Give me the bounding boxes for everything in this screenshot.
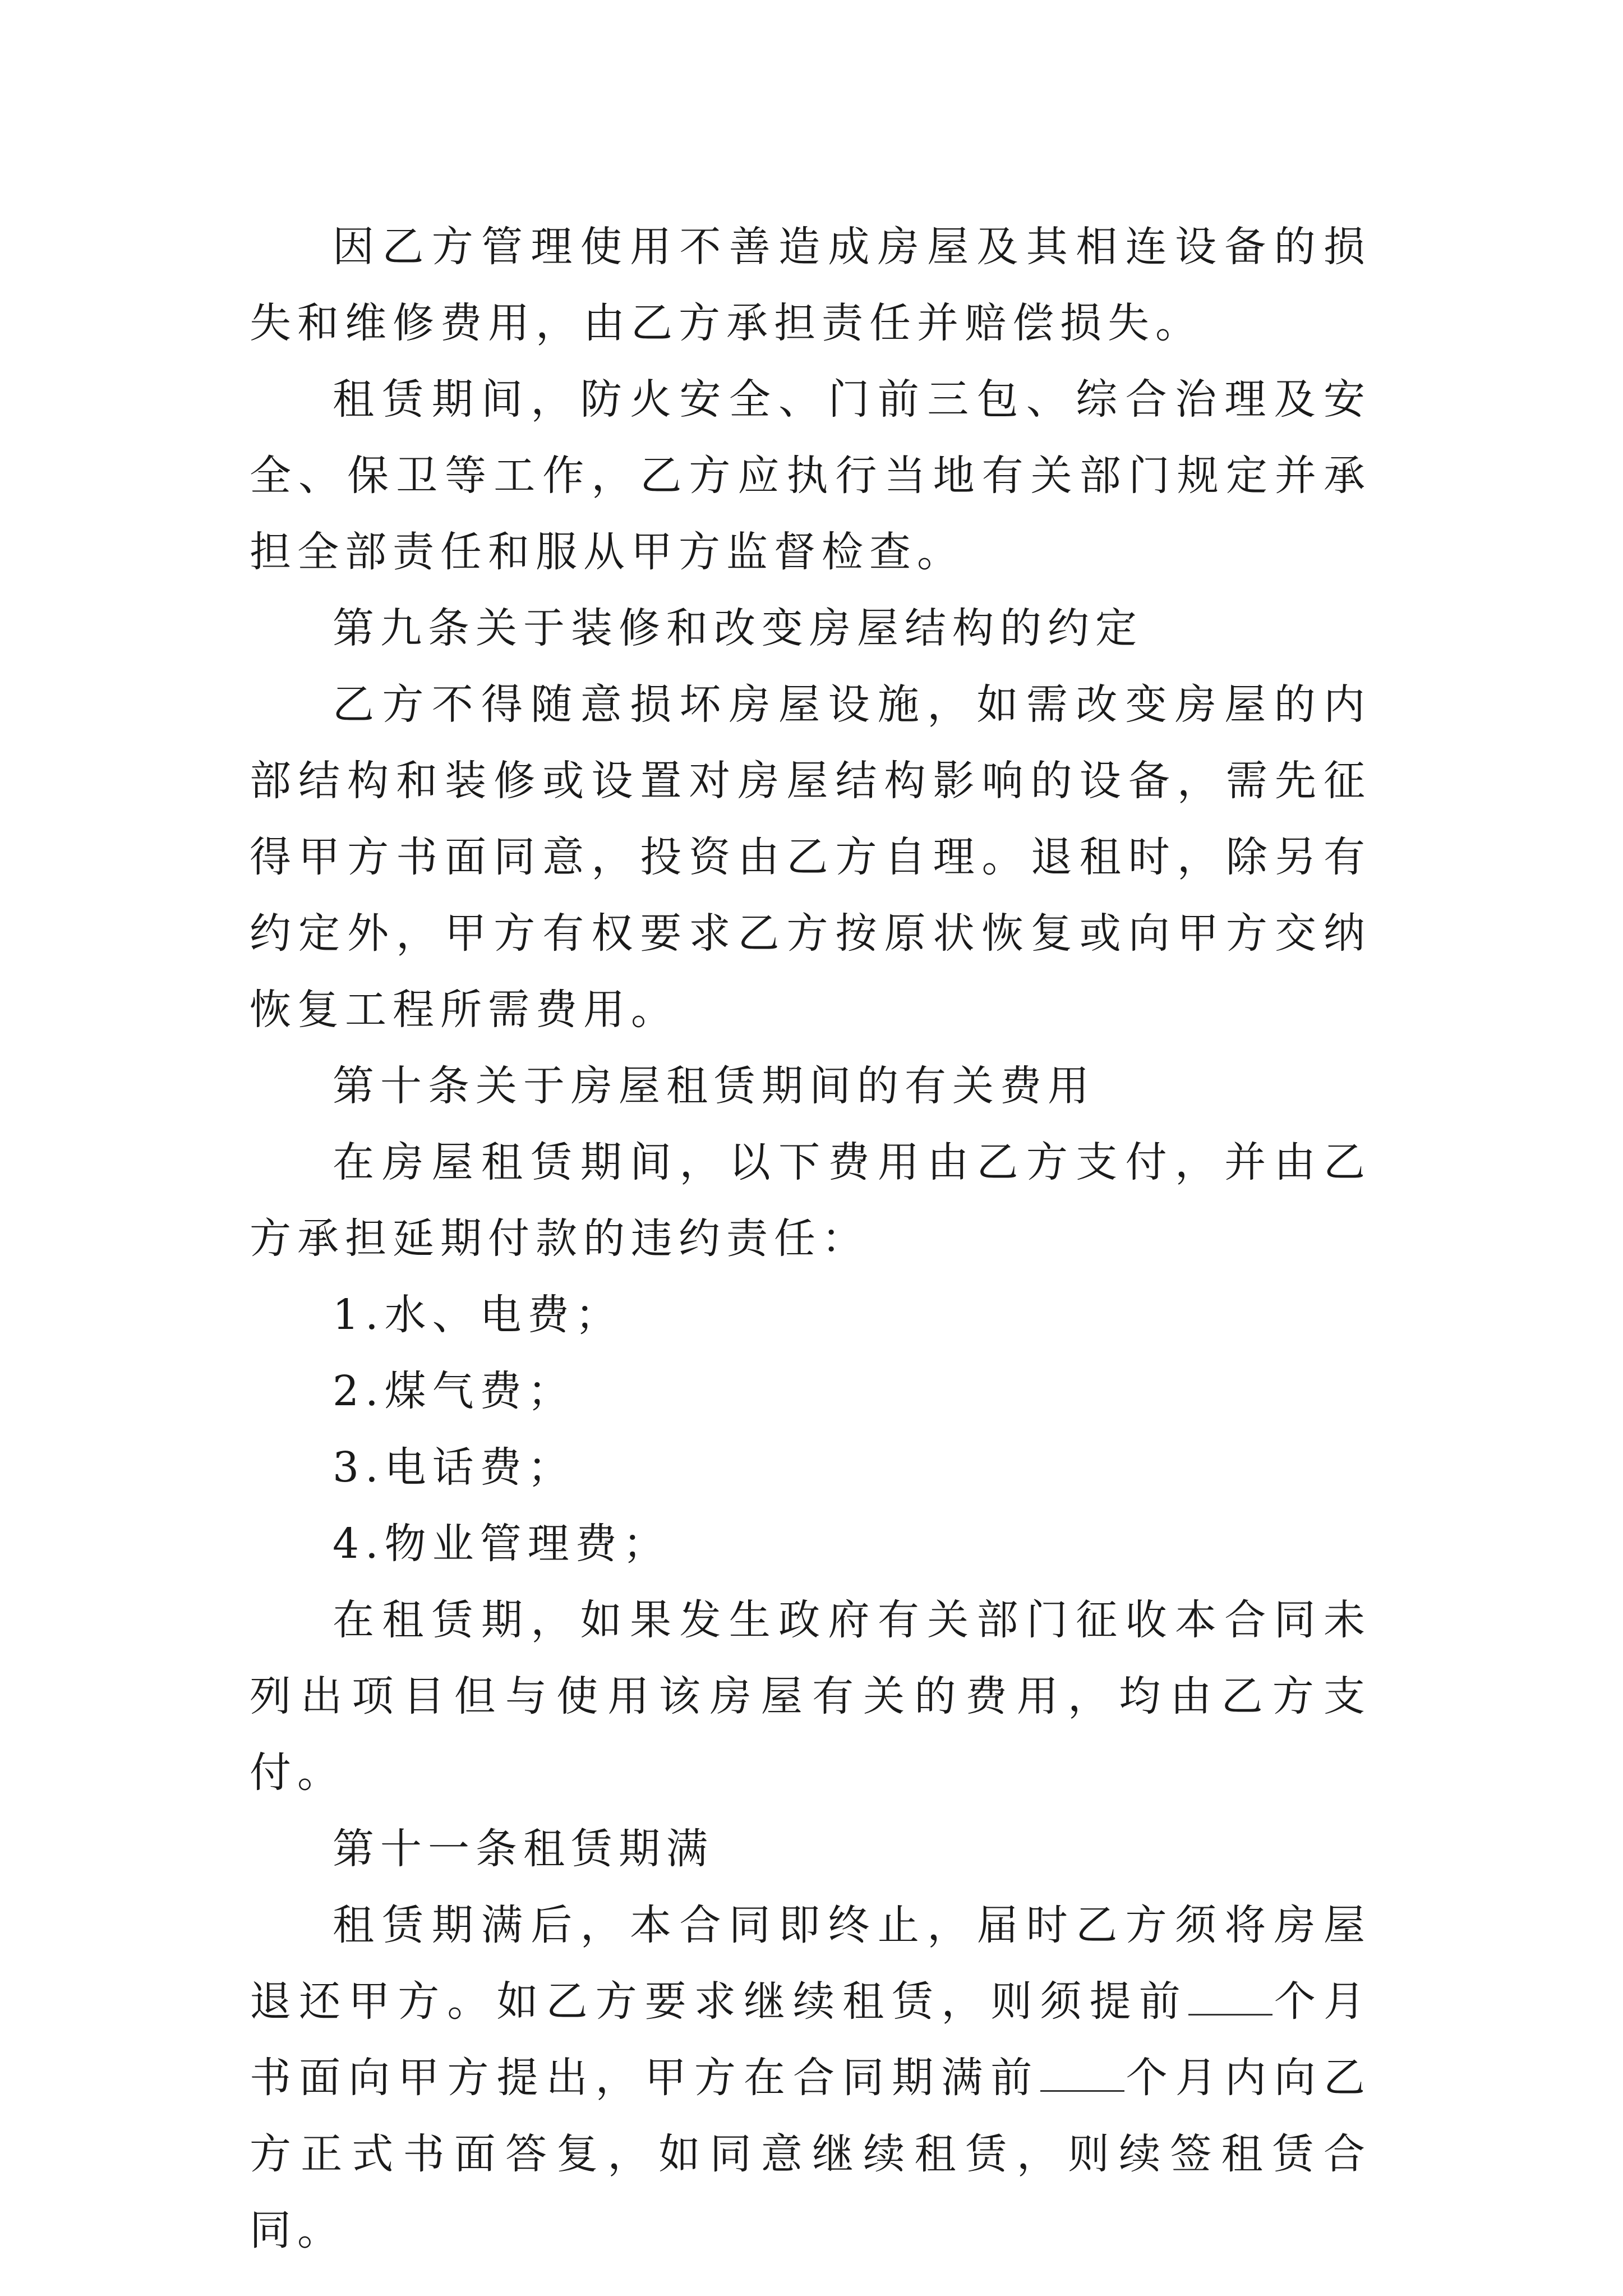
lease-expiry-text-3: 个月内向乙方正式书面答复，如同意继续租赁，则续签租赁合同。: [250, 2054, 1372, 2254]
blank-line-months-notice: [1188, 1975, 1272, 2016]
heading-article-11: 第十一条租赁期满: [333, 1825, 714, 1873]
contract-body: [250, 209, 1371, 2269]
list-item-phone: 3.电话费；: [333, 1443, 575, 1492]
lease-expiry-text-1: 租赁期满后，本合同即终止，届时乙方须将房屋退还甲方。如乙方要求继续租赁，则须提前: [250, 1901, 1371, 2026]
paragraph-government-fees: 在租赁期，如果发生政府有关部门征收本合同未列出项目但与使用该房屋有关的费用，均由乙方支付。: [250, 1596, 1371, 1797]
paragraph-damage-liability: 因乙方管理使用不善造成房屋及其相连设备的损失和维修费用，由乙方承担责任并赔偿损失。: [250, 223, 1371, 347]
lease-expiry-text-2: 个月书面向甲方提出，甲方在合同期满前: [250, 1977, 1372, 2102]
heading-article-10: 第十条关于房屋租赁期间的有关费用: [333, 1062, 1095, 1110]
blank-line-months-reply: [1040, 2051, 1124, 2092]
paragraph-safety-duties: 租赁期间，防火安全、门前三包、综合治理及安全、保卫等工作，乙方应执行当地有关部门规定并承担全部责任和服从甲方监督检查。: [250, 375, 1371, 576]
paragraph-lease-expiry: [250, 1887, 1371, 2269]
heading-article-9: 第九条关于装修和改变房屋结构的约定: [333, 604, 1143, 652]
list-item-property-mgmt: 4.物业管理费；: [333, 1520, 671, 1568]
paragraph-renovation-terms: 乙方不得随意损坏房屋设施，如需改变房屋的内部结构和装修或设置对房屋结构影响的设备，需先征得甲方书面同意，投资由乙方自理。退租时，除另有约定外，甲方有权要求乙方按原状恢复或向甲方交纳恢复工程所需费用。: [250, 680, 1371, 1034]
paragraph-fees-intro: 在房屋租赁期间，以下费用由乙方支付，并由乙方承担延期付款的违约责任：: [250, 1138, 1371, 1263]
list-item-water-electric: 1.水、电费；: [333, 1291, 623, 1339]
list-item-gas: 2.煤气费；: [333, 1367, 575, 1415]
